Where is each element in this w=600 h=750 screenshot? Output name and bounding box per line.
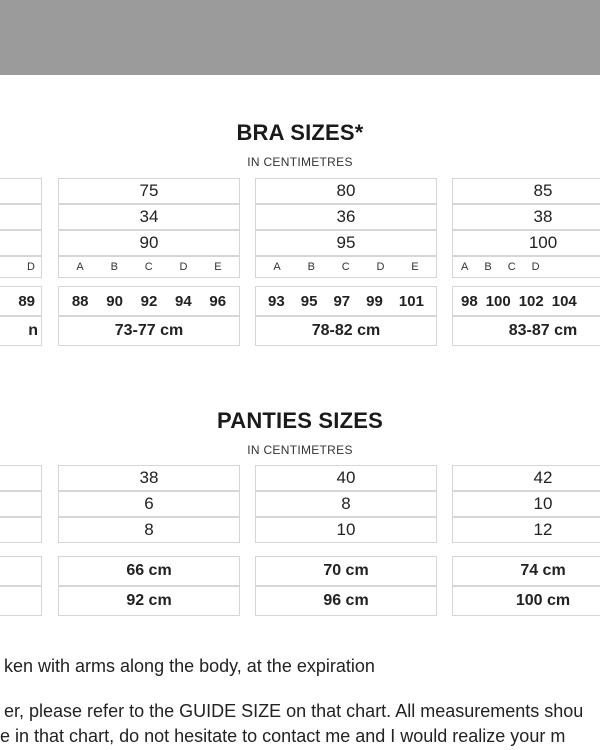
bust-measure: 99 bbox=[366, 292, 383, 310]
panties-partial-cell bbox=[0, 491, 42, 517]
panties-partial-cell bbox=[0, 586, 42, 616]
bra-partial-measures-row bbox=[0, 286, 42, 316]
bra-band-cell: 75 bbox=[58, 178, 240, 204]
cup-label: D bbox=[376, 261, 385, 273]
header-bar bbox=[0, 0, 600, 75]
bra-cups-row bbox=[58, 256, 240, 278]
bra-measures-row bbox=[58, 286, 240, 316]
bust-measure: 101 bbox=[398, 292, 424, 310]
bust-measure: 100 bbox=[485, 292, 511, 310]
panties-waist-cell: 66 cm bbox=[58, 556, 240, 586]
panties-hips-cell: 92 cm bbox=[58, 586, 240, 616]
panties-size-cell: 12 bbox=[452, 517, 600, 543]
bra-cups-row bbox=[255, 256, 437, 278]
panties-sizes-subtitle: IN CENTIMETRES bbox=[247, 443, 353, 457]
panties-size-cell: 42 bbox=[452, 465, 600, 491]
bra-measures-row bbox=[452, 286, 600, 316]
bra-eu-size-cell: 36 bbox=[255, 204, 437, 230]
cup-label: C bbox=[341, 261, 350, 273]
bust-measure: 90 bbox=[106, 292, 123, 310]
bra-eu-size-cell: 38 bbox=[452, 204, 600, 230]
bra-fr-size-cell: 90 bbox=[58, 230, 240, 256]
bust-measure: 98 bbox=[461, 292, 478, 310]
cup-label: A bbox=[76, 261, 84, 273]
bust-measure: 94 bbox=[175, 292, 192, 310]
bra-partial-eu-cell bbox=[0, 204, 42, 230]
note-line-2: er, please refer to the GUIDE SIZE on that chart. All measurements shou bbox=[4, 701, 584, 721]
cup-label: A bbox=[273, 261, 281, 273]
panties-size-cell: 8 bbox=[255, 491, 437, 517]
bra-fr-size-cell: 100 bbox=[452, 230, 600, 256]
bust-measure: 102 bbox=[518, 292, 544, 310]
bra-sizes-title: BRA SIZES* bbox=[236, 120, 364, 145]
cup-label: E bbox=[411, 261, 419, 273]
bra-partial-cups-row bbox=[0, 256, 42, 278]
bust-measure: 97 bbox=[333, 292, 351, 310]
bra-eu-size-cell: 34 bbox=[58, 204, 240, 230]
cup-label: B bbox=[484, 261, 492, 273]
bra-measures-row bbox=[255, 286, 437, 316]
bra-partial-fr-cell bbox=[0, 230, 42, 256]
cup-label: C bbox=[144, 261, 153, 273]
bust-measure: 95 bbox=[300, 292, 318, 310]
panties-size-cell: 38 bbox=[58, 465, 240, 491]
bra-partial-range-cell: n bbox=[0, 316, 42, 346]
cup-label: D bbox=[531, 261, 540, 273]
cup-label: A bbox=[461, 261, 469, 273]
panties-waist-cell: 74 cm bbox=[452, 556, 600, 586]
cup-label: C bbox=[507, 261, 516, 273]
cup-label: E bbox=[214, 261, 222, 273]
note-line-1: ken with arms along the body, at the expiration bbox=[4, 656, 375, 676]
panties-sizes-title: PANTIES SIZES bbox=[217, 408, 383, 433]
bra-cups-row bbox=[452, 256, 600, 278]
panties-partial-cell bbox=[0, 517, 42, 543]
panties-size-cell: 10 bbox=[255, 517, 437, 543]
panties-partial-cell bbox=[0, 465, 42, 491]
bust-measure: 104 bbox=[551, 292, 577, 310]
bra-sizes-subtitle: IN CENTIMETRES bbox=[247, 155, 353, 169]
bust-measure: 89 bbox=[18, 292, 35, 310]
bra-band-cell: 85 bbox=[452, 178, 600, 204]
note-line-3: e in that chart, do not hesitate to contact me and I would realize your m bbox=[0, 726, 566, 746]
cup-label: B bbox=[110, 261, 118, 273]
bra-fr-size-cell: 95 bbox=[255, 230, 437, 256]
panties-size-cell: 10 bbox=[452, 491, 600, 517]
panties-size-cell: 40 bbox=[255, 465, 437, 491]
bra-underbust-range-cell: 83-87 cm bbox=[452, 316, 600, 346]
panties-partial-cell bbox=[0, 556, 42, 586]
bust-measure: 88 bbox=[71, 292, 89, 310]
panties-hips-cell: 100 cm bbox=[452, 586, 600, 616]
panties-size-cell: 6 bbox=[58, 491, 240, 517]
cup-label: D bbox=[179, 261, 188, 273]
bust-measure: 92 bbox=[140, 292, 158, 310]
bust-measure: 96 bbox=[209, 292, 227, 310]
panties-hips-cell: 96 cm bbox=[255, 586, 437, 616]
bra-partial-band-cell bbox=[0, 178, 42, 204]
bust-measure: 93 bbox=[268, 292, 285, 310]
bra-underbust-range-cell: 73-77 cm bbox=[58, 316, 240, 346]
panties-waist-cell: 70 cm bbox=[255, 556, 437, 586]
bra-band-cell: 80 bbox=[255, 178, 437, 204]
panties-size-cell: 8 bbox=[58, 517, 240, 543]
cup-label: B bbox=[307, 261, 315, 273]
bra-underbust-range-cell: 78-82 cm bbox=[255, 316, 437, 346]
cup-label: D bbox=[27, 261, 35, 273]
